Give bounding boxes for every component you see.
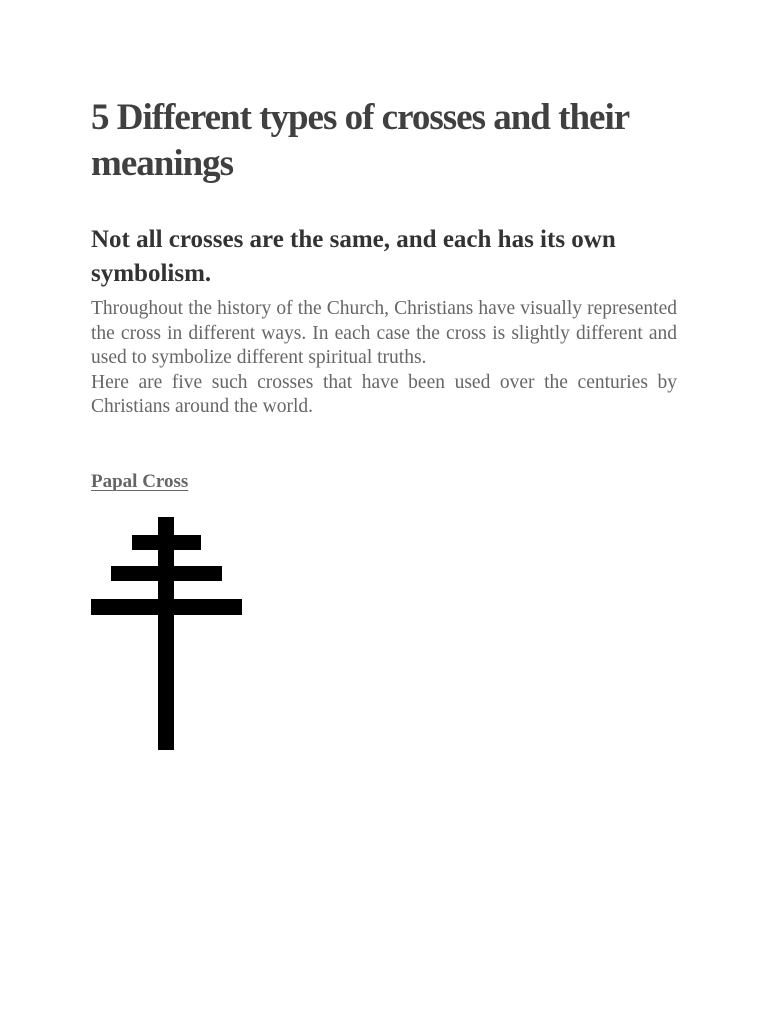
article-subtitle: Not all crosses are the same, and each has its own symbolism.	[91, 226, 616, 287]
section-heading-papal-cross	[91, 470, 677, 494]
intro-paragraph: Throughout the history of the Church, Christians have visually represented the cross in different ways. In each case the cross is slightly different and used to symbolize different spiritual truths.	[91, 298, 677, 368]
papal-cross-icon	[91, 517, 242, 750]
papal-cross-image	[91, 517, 242, 750]
article-body	[91, 297, 677, 420]
article-title: 5 Different types of crosses and their meanings	[91, 97, 629, 184]
papal-cross-link[interactable]: Papal Cross	[91, 470, 189, 492]
intro-paragraph: Here are five such crosses that have been used over the centuries by Christians around the world.	[91, 371, 677, 417]
article	[91, 95, 677, 494]
